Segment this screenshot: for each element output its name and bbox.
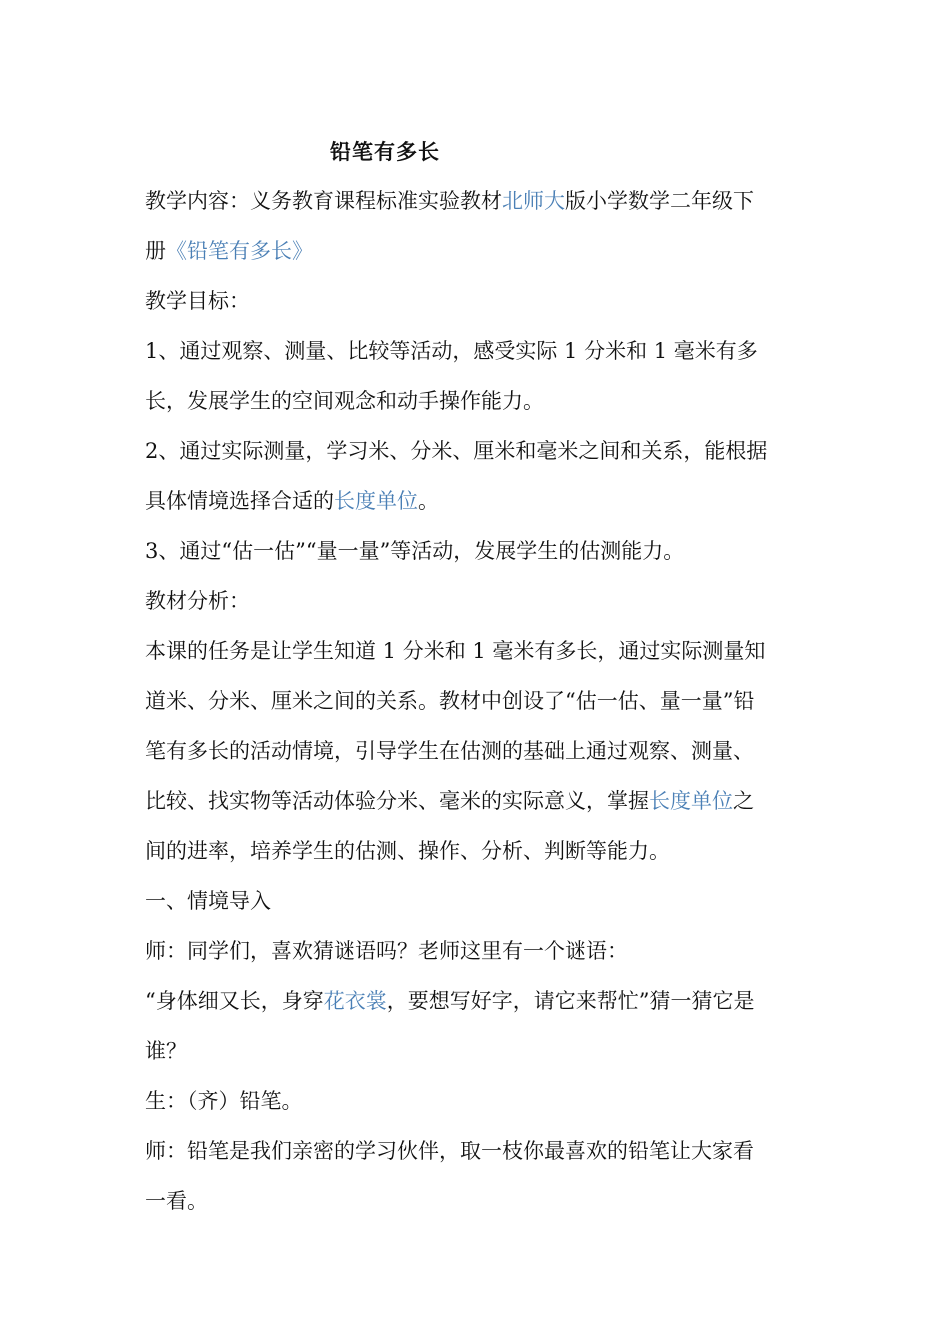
goal-1-line-2: 长，发展学生的空间观念和动手操作能力。 (145, 389, 544, 413)
analysis-line-2: 道米、分米、厘米之间的关系。教材中创设了“估一估、量一量”铅 (145, 689, 755, 713)
riddle-line-1 (145, 976, 815, 1026)
riddle-line-2: 谁？ (145, 1039, 187, 1063)
text-segment: 具体情境选择合适的 (145, 489, 334, 513)
text-segment: 教学内容：义务教育课程标准实验教材 (145, 189, 502, 213)
link-flower-clothes[interactable]: 花衣裳 (323, 989, 387, 1013)
analysis-line-3: 笔有多长的活动情境，引导学生在估测的基础上通过观察、测量、 (145, 739, 754, 763)
text-segment: 之 (733, 789, 754, 813)
text-segment: ，要想写好字，请它来帮忙”猜一猜它是 (386, 989, 755, 1013)
heading-situation-intro: 一、情境导入 (145, 889, 271, 913)
line-content-intro (145, 176, 815, 226)
heading-material-analysis: 教材分析： (145, 589, 250, 613)
text-segment: 册 (145, 239, 166, 263)
analysis-line-5: 间的进率，培养学生的估测、操作、分析、判断等能力。 (145, 839, 670, 863)
goal-2-line-2 (145, 476, 815, 526)
text-segment: “身体细又长，身穿 (145, 989, 324, 1013)
text-segment: 比较、找实物等活动体验分米、毫米的实际意义，掌握 (145, 789, 649, 813)
teacher-line-2-cont: 一看。 (145, 1189, 208, 1213)
goal-3: 3、通过“估一估”“量一量”等活动，发展学生的估测能力。 (145, 539, 685, 563)
text-segment: 版小学数学二年级下 (565, 189, 754, 213)
link-beishida[interactable]: 北师大 (502, 189, 565, 213)
goal-1-line-1: 1、通过观察、测量、比较等活动，感受实际 1 分米和 1 毫米有多 (145, 339, 758, 363)
analysis-line-4 (145, 776, 815, 826)
goal-2-line-1: 2、通过实际测量，学习米、分米、厘米和毫米之间和关系，能根据 (145, 439, 768, 463)
line-content-intro-cont (145, 226, 815, 276)
link-lesson-title[interactable]: 《铅笔有多长》 (166, 239, 313, 263)
link-length-unit[interactable]: 长度单位 (334, 489, 418, 513)
analysis-line-1: 本课的任务是让学生知道 1 分米和 1 毫米有多长，通过实际测量知 (145, 639, 766, 663)
teacher-line-1: 师：同学们，喜欢猜谜语吗？老师这里有一个谜语： (145, 939, 628, 963)
document-body (145, 176, 815, 1226)
text-segment: 。 (418, 489, 439, 513)
document-title: 铅笔有多长 (330, 139, 440, 164)
heading-teaching-goals: 教学目标： (145, 289, 250, 313)
link-length-unit[interactable]: 长度单位 (649, 789, 733, 813)
teacher-line-2: 师：铅笔是我们亲密的学习伙伴，取一枝你最喜欢的铅笔让大家看 (145, 1139, 754, 1163)
student-line-1: 生：（齐）铅笔。 (145, 1089, 303, 1113)
